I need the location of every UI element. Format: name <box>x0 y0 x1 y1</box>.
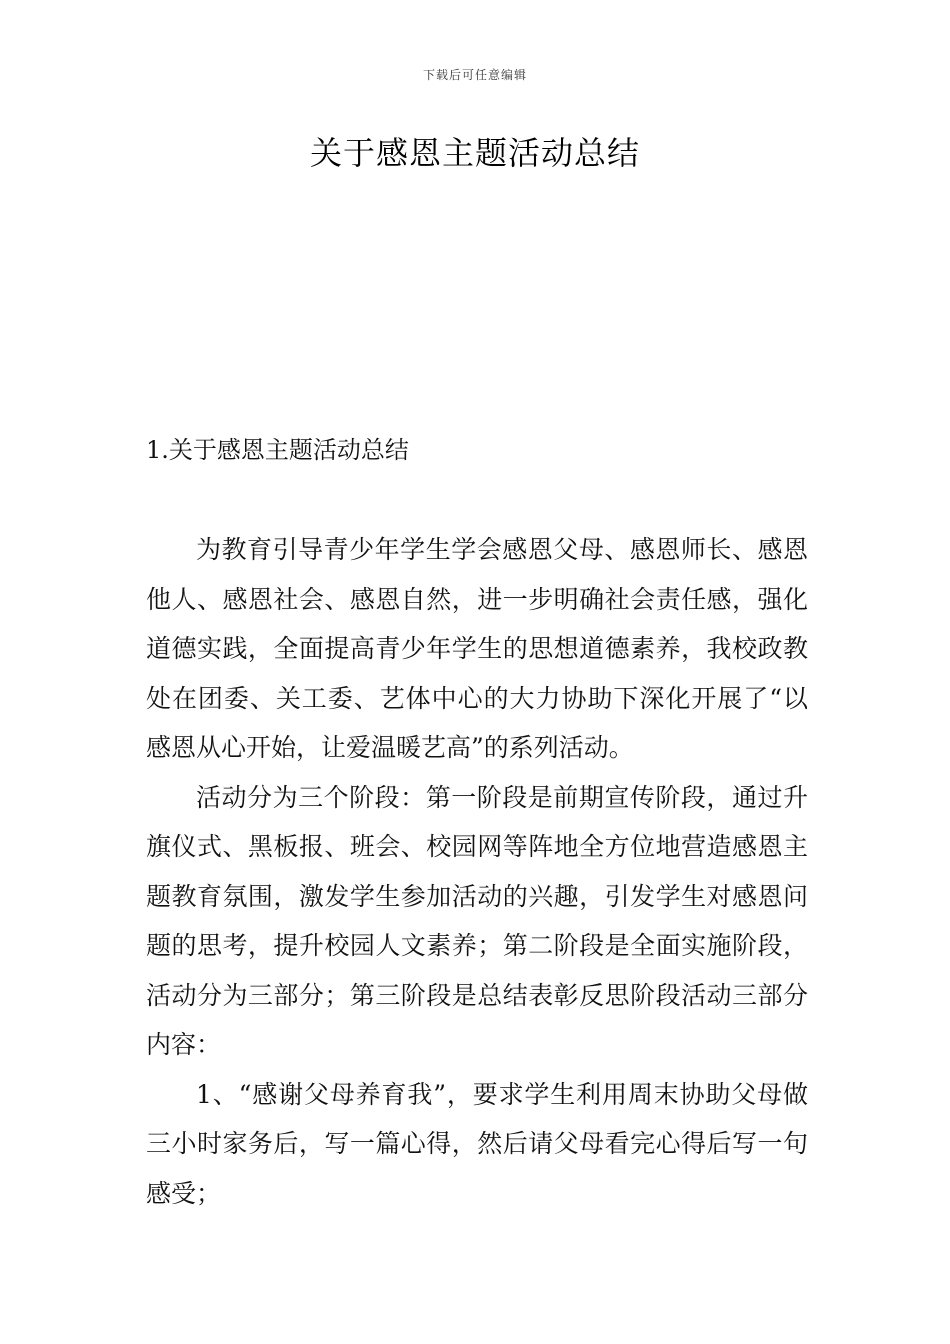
document-title: 关于感恩主题活动总结 <box>309 134 640 172</box>
section-heading: 1.关于感恩主题活动总结 <box>146 436 409 464</box>
body-paragraph: 活动分为三个阶段：第一阶段是前期宣传阶段，通过升旗仪式、黑板报、班会、校园网等阵地全方位地营造感恩主题教育氛围，激发学生参加活动的兴趣，引发学生对感恩问题的思考，提升校园人文素养；第二阶段是全面实施阶段，活动分为三部分；第三阶段是总结表彰反思阶段活动三部分内容： <box>146 782 808 1059</box>
page-header-note: 下载后可任意编辑 <box>422 68 527 82</box>
body-paragraph: 1、“感谢父母养育我”，要求学生利用周末协助父母做三小时家务后，写一篇心得，然后请父母看完心得后写一句感受； <box>146 1079 808 1208</box>
body-paragraph: 为教育引导青少年学生学会感恩父母、感恩师长、感恩他人、感恩社会、感恩自然，进一步明确社会责任感，强化道德实践，全面提高青少年学生的思想道德素养，我校政教处在团委、关工委、艺体中心的大力协助下深化开展了“以感恩从心开始，让爱温暖艺高”的系列活动。 <box>146 535 808 762</box>
document-body <box>146 525 808 1218</box>
